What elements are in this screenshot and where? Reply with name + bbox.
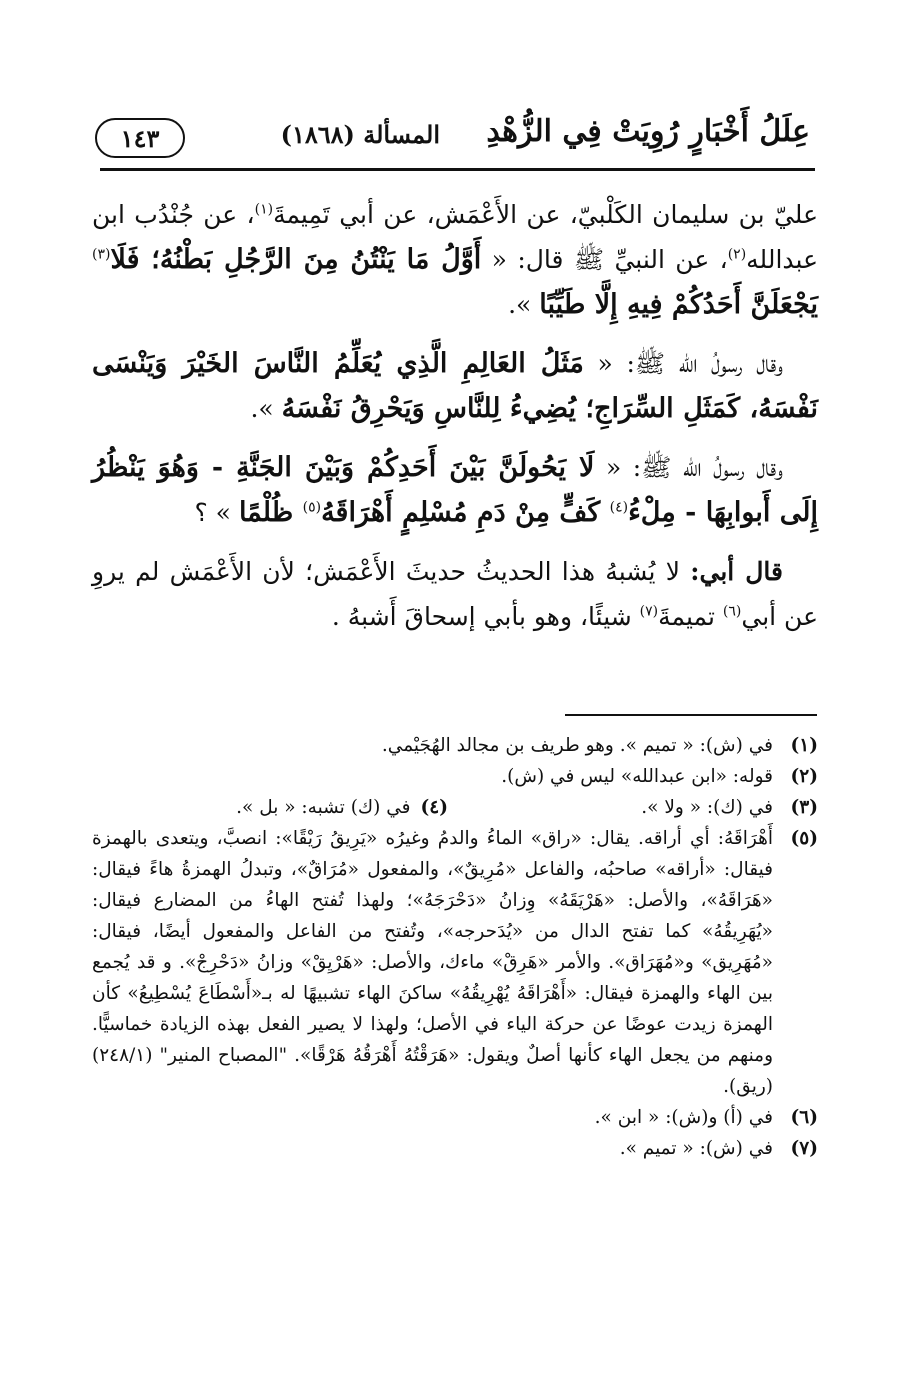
paragraph-4 xyxy=(92,549,818,639)
hadith-quote: مَثَلُ العَالِمِ الَّذِي يُعَلِّمُ النَّاسَ الخَيْرَ وَيَنْسَى نَفْسَهُ، كَمَثَلِ السِّرَاجِ؛ يُضِيءُ لِلنَّاسِ وَيَحْرِقُ نَفْسَهُ xyxy=(92,348,818,424)
footnote-ref: (٤) xyxy=(609,499,629,516)
running-header xyxy=(95,110,810,160)
paragraph-1 xyxy=(92,192,818,327)
footnote-number: (٣) xyxy=(790,797,818,818)
paragraph-2 xyxy=(92,341,818,431)
footnote-number: (١) xyxy=(790,735,818,756)
footnote-4 xyxy=(236,792,448,823)
footnote-2 xyxy=(92,761,818,792)
text-run: ». xyxy=(250,394,282,423)
footnote-number: (٦) xyxy=(790,1107,818,1128)
text-run: ، عن جُنْدُب ابن عبدالله xyxy=(92,200,818,274)
footnote-ref: (٦) xyxy=(722,603,742,620)
text-run: وقال رسولُ الله ﷺ: « xyxy=(583,349,783,378)
footnote-4-text: في (ك) تشبه: « بل ». xyxy=(236,797,411,818)
footnote-text: في (أ) و(ش): « ابن ». xyxy=(594,1107,773,1128)
footnote-text: أَهْرَاقَهُ: أي أراقه. يقال: «راق» الماءُ والدمُ وغيرُه «يَرِيقُ رَيْقًا»: انصبَّ، ويتعدى بالهمزة فيقال: «أراقه» صاحبُه، والفاعل «مُرِيقٌ»، والمفعول «مُرَاقٌ»، وتبدلُ الهمزةُ هاءً فيقال: «هَرَاقَهُ»، والأصل: «هَرْيَقَهُ» وِزانُ «دَحْرَجَهُ»؛ ولهذا تُفتح الهاءُ من المضارع فيقال: «يُهَرِيقُهُ» كما تفتح الدال من «يُدَحرجه»، وتُفتح من الفاعل والمفعول أيضًا، فيقال: «مُهَرِيق» و«مُهَرَاق». والأمر «هَرِقْ» ماءك، والأصل: «هَرْيِقْ» وزانُ «دَحْرِجْ». و قد يُجمع بين الهاء والهمزة فيقال: «أَهْرَاقَهُ يُهْرِيقُهُ» ساكنَ الهاء تشبيهًا له بـ«أَسْطَاعَ يُسْطِيعُ» كأن الهمزة زيدت عوضًا عن حركة الياء في الأصل؛ ولهذا لا يصير الفعل بهذه الزيادة خماسيًّا. ومنهم من يجعل الهاء كأنها أصلٌ ويقول: «هَرَقْتُهُ أَهْرَقُهُ هَرْقًا». "المصباح المنير" (٢٤٨/١) (ريق). xyxy=(92,828,773,1097)
footnote-1 xyxy=(92,730,818,761)
text-run: ». xyxy=(508,290,540,319)
footnote-5 xyxy=(92,823,818,1102)
footnote-text: في (ش): « تميم ». وهو طريف بن مجالد الهُجَيْمي. xyxy=(381,735,773,756)
text-run: » ؟ xyxy=(194,498,239,527)
footnote-number: (٥) xyxy=(790,828,818,849)
footnote-number: (٤) xyxy=(420,797,448,818)
text-run: شيئًا، وهو بأبي إسحاقَ أَشبهُ . xyxy=(331,602,640,631)
footnote-row-3-4 xyxy=(92,792,818,823)
hadith-quote: لَا يَحُولَنَّ بَيْنَ أَحَدِكُمْ وَبَيْنَ الجَنَّةِ - وَهُوَ يَنْظُرُ إِلَى أَبوابِهَا - مِلْءُ xyxy=(92,452,818,528)
text-run: لا يُشبهُ هذا الحديثُ حديثَ الأَعْمَش؛ لأن الأَعْمَش لم يروِ عن أبي xyxy=(92,557,818,631)
footnote-ref: (٣) xyxy=(92,246,111,263)
footnote-7 xyxy=(92,1133,818,1164)
text-run: ، عن النبيِّ ﷺ قال: « xyxy=(481,245,728,274)
footnote-ref: (٥) xyxy=(302,499,322,516)
text-run: وقال رسولُ الله ﷺ: « xyxy=(594,453,783,482)
issue-label: المسألة (١٨٦٨) xyxy=(280,120,440,149)
text-run: تميمةَ xyxy=(658,602,723,631)
text-run: عليّ بن سليمان الكَلْبيّ، عن الأَعْمَش، عن أبي تَمِيمةَ xyxy=(273,200,818,229)
book-title: عِلَلُ أَخْبَارٍ رُوِيَتْ فِي الزُّهْدِ xyxy=(486,114,810,149)
hadith-quote: أَوَّلُ مَا يَنْتُنُ مِنَ الرَّجُلِ بَطْنُهُ؛ فَلَا xyxy=(110,244,482,275)
footnote-divider xyxy=(565,714,817,716)
footnote-text: في (ش): « تميم ». xyxy=(619,1138,773,1159)
header-divider xyxy=(100,168,815,171)
footnotes xyxy=(92,730,818,1164)
main-text xyxy=(92,192,818,653)
page-number-badge xyxy=(95,118,185,158)
footnote-ref: (٧) xyxy=(639,603,659,620)
footnote-number: (٧) xyxy=(790,1138,818,1159)
footnote-text: قوله: «ابن عبدالله» ليس في (ش). xyxy=(501,766,773,787)
speaker-lead: قال أبي: xyxy=(690,557,784,586)
footnote-3-text: في (ك): « ولا ». xyxy=(641,797,773,818)
hadith-quote: كَفٍّ مِنْ دَمِ مُسْلِمٍ أَهْرَاقَهُ xyxy=(321,497,610,528)
footnote-ref: (١) xyxy=(254,201,274,218)
footnote-6 xyxy=(92,1102,818,1133)
hadith-quote: يَجْعَلَنَّ أَحَدُكُمْ فِيهِ إِلَّا طَيِّبًا xyxy=(539,289,818,320)
paragraph-3 xyxy=(92,445,818,535)
page-number: ١٤٣ xyxy=(120,123,160,153)
footnote-ref: (٢) xyxy=(727,246,747,263)
footnote-number: (٢) xyxy=(790,766,818,787)
hadith-quote: ظُلْمًا xyxy=(238,497,303,528)
